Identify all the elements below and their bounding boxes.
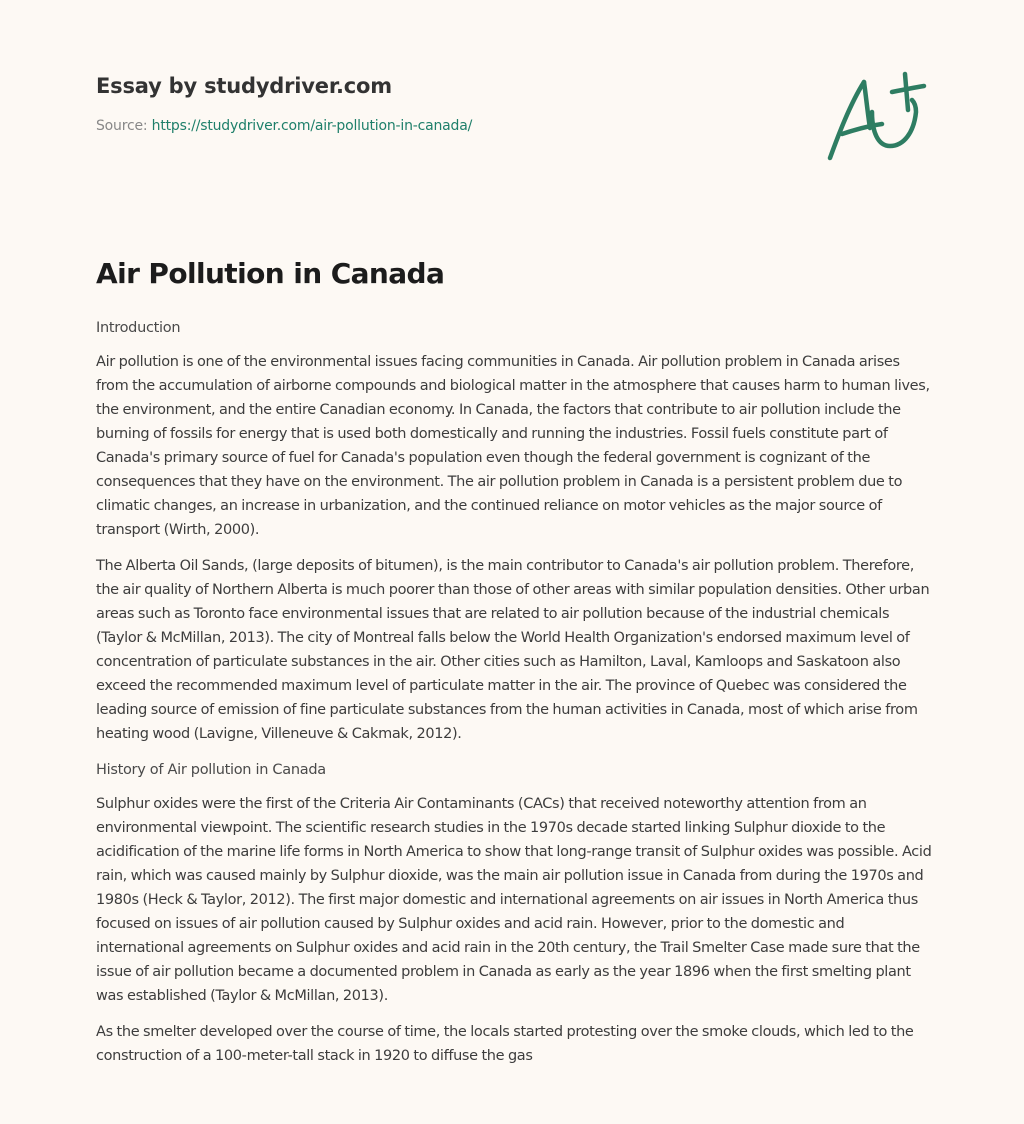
article-title: Air Pollution in Canada: [96, 257, 445, 290]
a-plus-grade-icon: [820, 66, 930, 166]
source-link[interactable]: https://studydriver.com/air-pollution-in-canada/: [151, 118, 473, 134]
section-history: [96, 758, 932, 1068]
paragraph: Air pollution is one of the environmental issues facing communities in Canada. Air pollution problem in Canada arises from the accumulation of airborne compounds and biological matter in the atmosphere that causes harm to human lives, the environment, and the entire Canadian economy. In Canada, the factors that contribute to air pollution include the burning of fossils for energy that is used both domestically and running the industries. Fossil fuels constitute part of Canada's primary source of fuel for Canada's population even though the federal government is cognizant of the consequences that they have on the environment. The air pollution problem in Canada is a persistent problem due to climatic changes, an increase in urbanization, and the continued reliance on motor vehicles as the major source of transport (Wirth, 2000).: [96, 354, 930, 538]
site-title: Essay by studydriver.com: [96, 74, 392, 98]
paragraph: Sulphur oxides were the first of the Criteria Air Contaminants (CACs) that received noteworthy attention from an environmental viewpoint. The scientific research studies in the 1970s decade started linking Sulphur dioxide to the acidification of the marine life forms in North America to show that long-range transit of Sulphur oxides was possible. Acid rain, which was caused mainly by Sulphur dioxide, was the main air pollution issue in Canada from during the 1970s and 1980s (Heck & Taylor, 2012). The first major domestic and international agreements on air issues in North America thus focused on issues of air pollution caused by Sulphur oxides and acid rain. However, prior to the domestic and international agreements on Sulphur oxides and acid rain in the 20th century, the Trail Smelter Case made sure that the issue of air pollution became a documented problem in Canada as early as the year 1896 when the first smelting plant was established (Taylor & McMillan, 2013).: [96, 796, 932, 1004]
section-heading: Introduction: [96, 320, 181, 336]
source-label: Source:: [96, 118, 152, 134]
section-introduction: [96, 316, 932, 746]
section-heading: History of Air pollution in Canada: [96, 762, 326, 778]
paragraph: As the smelter developed over the course of time, the locals started protesting over the smoke clouds, which led to the construction of a 100-meter-tall stack in 1920 to diffuse the gas: [96, 1024, 914, 1064]
page-header: [96, 74, 936, 134]
source-line: [96, 118, 936, 134]
article: [96, 254, 932, 1080]
paragraph: The Alberta Oil Sands, (large deposits of bitumen), is the main contributor to Canada's air pollution problem. Therefore, the air quality of Northern Alberta is much poorer than those of other areas with similar population densities. Other urban areas such as Toronto face environmental issues that are related to air pollution because of the industrial chemicals (Taylor & McMillan, 2013). The city of Montreal falls below the World Health Organization's endorsed maximum level of concentration of particulate substances in the air. Other cities such as Hamilton, Laval, Kamloops and Saskatoon also exceed the recommended maximum level of particulate matter in the air. The province of Quebec was considered the leading source of emission of fine particulate substances from the human activities in Canada, most of which arise from heating wood (Lavigne, Villeneuve & Cakmak, 2012).: [96, 558, 930, 742]
